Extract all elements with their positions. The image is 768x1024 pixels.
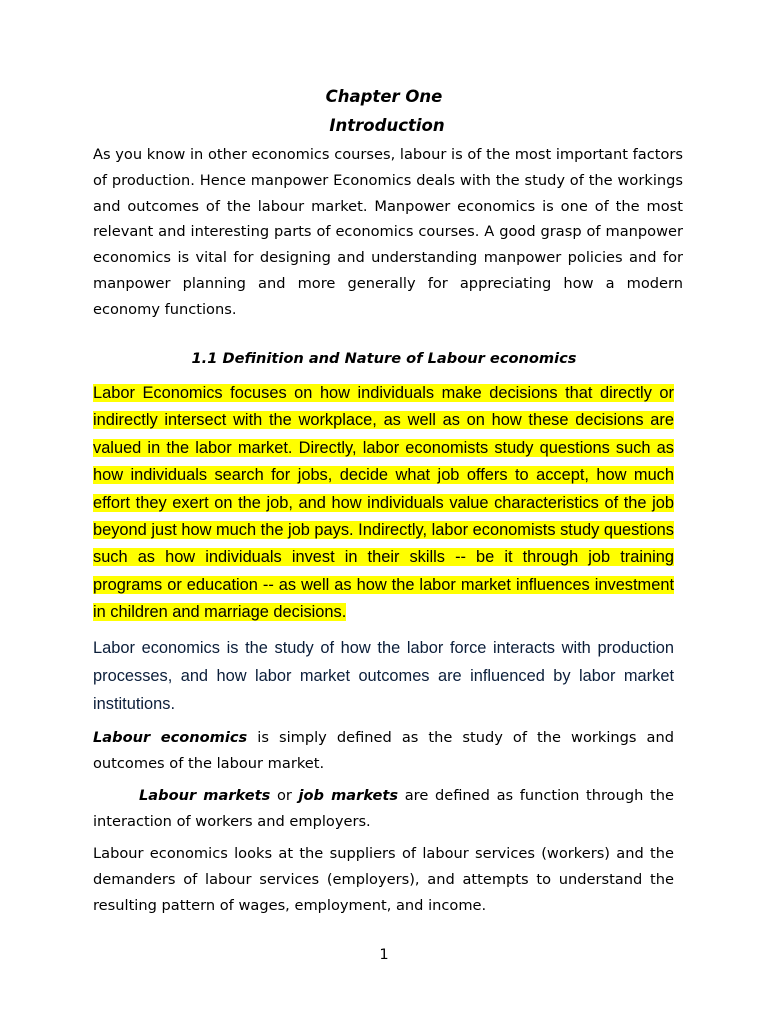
suppliers-demanders-paragraph: Labour economics looks at the suppliers of labour services (workers) and the demanders of labour services (employers), and attempts to understand the resulting pattern of wages, employment, and income. [93,845,674,914]
definition-paragraph [93,725,674,777]
labor-economics-paragraph: Labor economics is the study of how the labor force interacts with production processes, and how labor market outcomes are influenced by labor market institutions. [93,639,674,713]
markets-or: or [270,787,299,804]
definition-term: Labour economics [93,729,248,746]
highlighted-paragraph [93,380,674,627]
page-number: 1 [379,946,389,963]
introduction-heading: Introduction [329,116,445,135]
chapter-title: Chapter One [325,87,443,106]
markets-text: are defined as function through the interaction of workers and employers. [93,787,674,830]
highlighted-text: Labor Economics focuses on how individuals make decisions that directly or indirectly intersect with the workplace, as well as on how these decisions are valued in the labor market. Directly, labor economists study questions such as how individuals search for jobs, decide what job offers to accept, how much effort they exert on the job, and how individuals value characteristics of the job beyond just how much the job pays. Indirectly, labor economists study questions such as how individuals invest in their skills -- be it through job training programs or education -- as well as how the labor market influences investment in children and marriage decisions. [93,384,674,622]
markets-term-job: job markets [298,787,399,804]
markets-term-labour: Labour markets [139,787,271,804]
markets-paragraph [93,783,674,835]
section-heading: 1.1 Definition and Nature of Labour economics [191,350,577,367]
definition-text: is simply defined as the study of the workings and outcomes of the labour market. [93,729,675,772]
introduction-paragraph: As you know in other economics courses, labour is of the most important factors of production. Hence manpower Economics deals with the study of the workings and outcomes of the labour market. Manpower economics is one of the most relevant and interesting parts of economics courses. A good grasp of manpower economics is vital for designing and understanding manpower policies and for manpower planning and more generally for appreciating how a modern economy functions. [93,146,683,318]
